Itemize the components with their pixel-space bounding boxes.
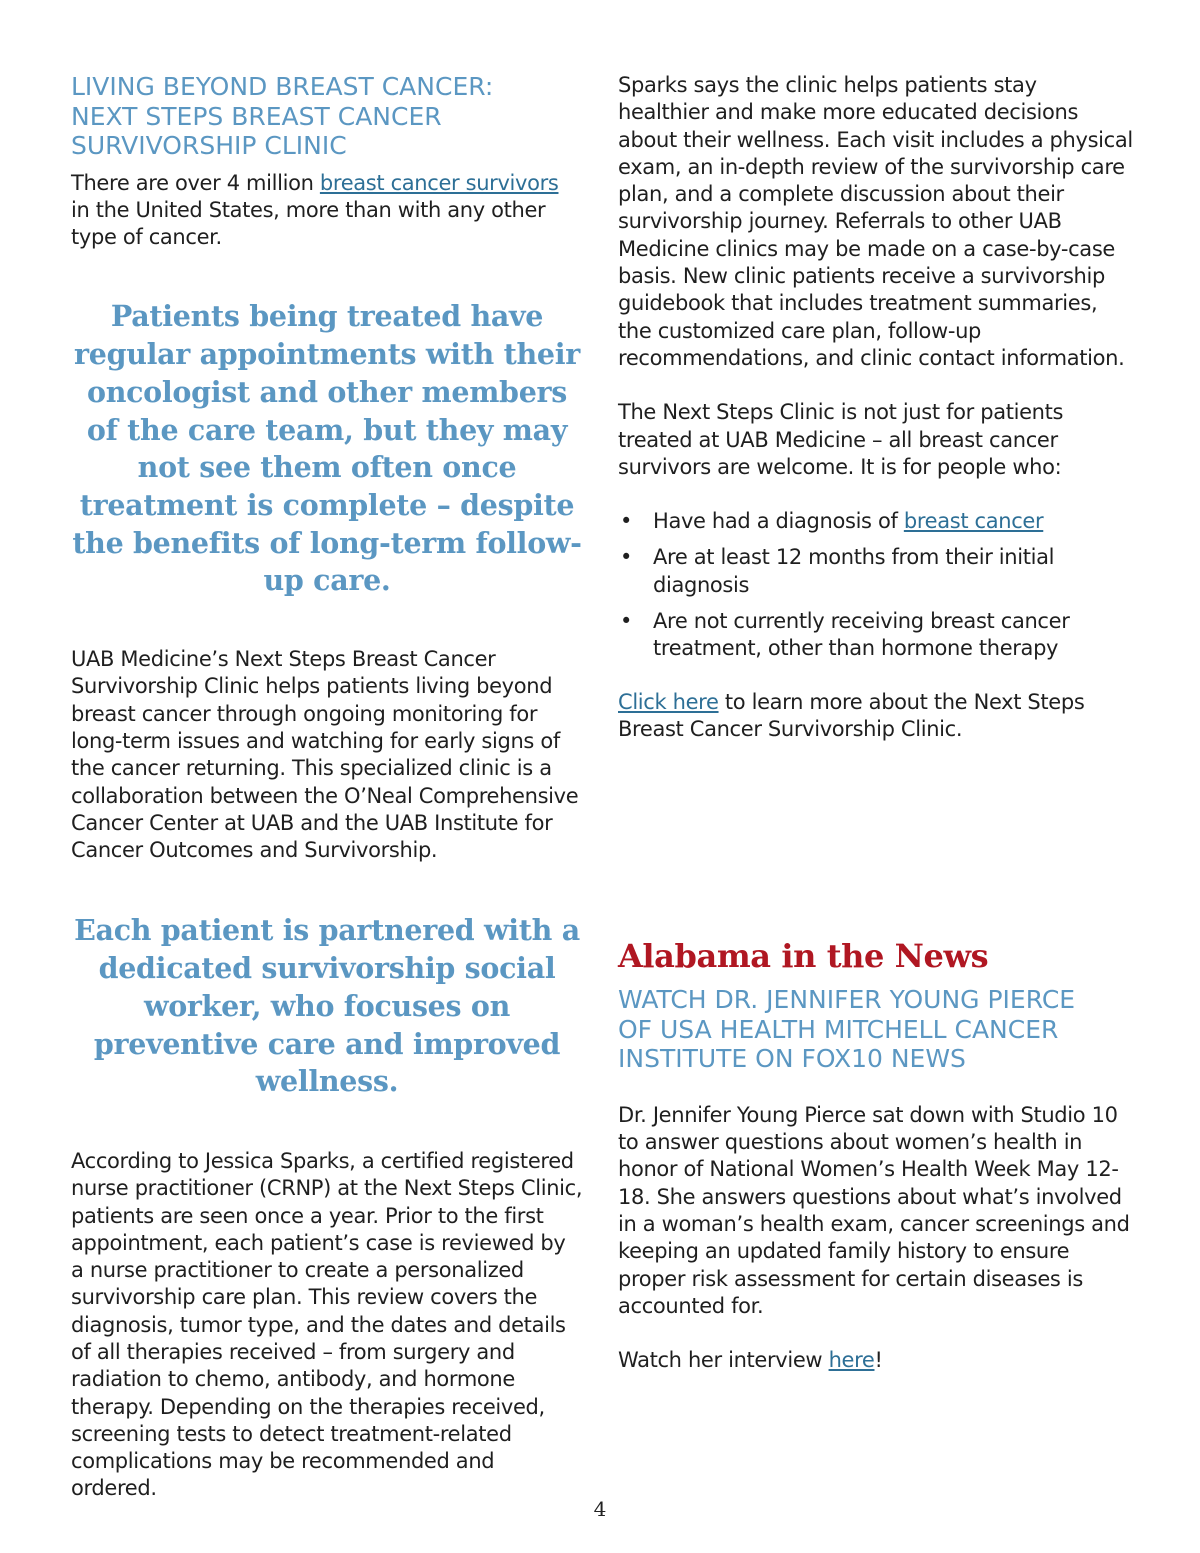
interview-here-link[interactable]: here <box>828 1348 875 1373</box>
intro-paragraph <box>71 170 583 252</box>
clinic-headline-line: LIVING BEYOND BREAST CANCER: <box>71 72 494 101</box>
pull-quote-follow-up-care: Patients being treated have regular appointments with their oncologist and other members of the care team, but they may not see them often once treatment is complete – despite the benefits of long-term follow-up care. <box>72 299 582 598</box>
intro-suffix: in the United States, more than with any other type of cancer. <box>71 197 546 250</box>
left-column <box>71 72 583 1503</box>
list-item <box>618 608 1133 663</box>
welcome-paragraph: The Next Steps Clinic is not just for patients treated at UAB Medicine – all breast cancer survivors are welcome. It is for people who: <box>618 400 1064 479</box>
list-item <box>618 544 1133 599</box>
pierce-paragraph: Dr. Jennifer Young Pierce sat down with Studio 10 to answer questions about women’s health in honor of National Women’s Health Week May 12-18. She answers questions about what’s involved in a woman’s health exam, cancer screenings and keeping an updated family history to ensure proper risk assessment for certain diseases is accounted for. <box>618 1102 1130 1318</box>
watch-suffix: ! <box>874 1348 883 1373</box>
page-number: 4 <box>593 1497 607 1521</box>
bullet-icon: • <box>620 509 633 534</box>
learn-more-paragraph <box>618 689 1133 744</box>
intro-prefix: There are over 4 million <box>71 170 320 195</box>
watch-prefix: Watch her interview <box>618 1348 829 1373</box>
news-headline-line: INSTITUTE ON FOX10 NEWS <box>618 1044 966 1074</box>
right-column <box>618 72 1133 1374</box>
click-here-link[interactable]: Click here <box>618 689 719 714</box>
breast-cancer-survivors-link[interactable]: breast cancer survivors <box>319 170 559 195</box>
clinic-headline-line: NEXT STEPS BREAST CANCER <box>71 101 442 131</box>
clinic-description-paragraph: UAB Medicine’s Next Steps Breast Cancer Survivorship Clinic helps patients living beyond breast cancer through ongoing monitoring for long-term issues and watching for early signs of the cancer returning. This specialized clinic is a collaboration between the O’Neal Comprehensive Cancer Center at UAB and the UAB Institute for Cancer Outcomes and Survivorship. <box>71 647 579 863</box>
news-headline <box>618 985 1133 1074</box>
learn-more-suffix: to learn more about the Next Steps Breast Cancer Survivorship Clinic. <box>618 689 1085 741</box>
sparks-paragraph: According to Jessica Sparks, a certified registered nurse practitioner (CRNP) at the Next Steps Clinic, patients are seen once a year. Prior to the first appointment, each patient’s case is reviewed by a nurse practitioner to create a personalized survivorship care plan. This review covers the diagnosis, tumor type, and the dates and details of all therapies received – from surgery and radiation to chemo, antibody, and hormone therapy. Depending on the therapies received, screening tests to detect treatment-related complications may be recommended and ordered. <box>71 1148 583 1501</box>
bullet-1-prefix: Have had a diagnosis of <box>653 509 904 534</box>
bullet-icon: • <box>620 609 633 634</box>
visit-paragraph: Sparks says the clinic helps patients stay healthier and make more educated decisions about their wellness. Each visit includes a physical exam, an in-depth review of the survivorship care plan, and a complete discussion about their survivorship journey. Referrals to other UAB Medicine clinics may be made on a case-by-case basis. New clinic patients receive a survivorship guidebook that includes treatment summaries, the customized care plan, follow-up recommendations, and clinic contact information. <box>618 73 1133 370</box>
clinic-headline-line: SURVIVORSHIP CLINIC <box>71 131 347 160</box>
news-headline-line: WATCH DR. JENNIFER YOUNG PIERCE <box>618 985 1076 1015</box>
bullet-3-text: Are not currently receiving breast cancer treatment, other than hormone therapy <box>653 609 1070 661</box>
breast-cancer-link[interactable]: breast cancer <box>903 509 1044 534</box>
bullet-icon: • <box>620 545 633 570</box>
eligibility-list <box>618 508 1133 662</box>
news-headline-line: OF USA HEALTH MITCHELL CANCER <box>618 1014 1059 1044</box>
watch-interview-paragraph <box>618 1347 1133 1374</box>
news-section-title: Alabama in the News <box>618 937 989 976</box>
pull-quote-social-worker: Each patient is partnered with a dedicated survivorship social worker, who focuses on preventive care and improved wellness. <box>74 913 580 1099</box>
bullet-2-text: Are at least 12 months from their initial diagnosis <box>653 545 1055 597</box>
clinic-headline <box>71 72 583 161</box>
list-item <box>618 508 1133 535</box>
